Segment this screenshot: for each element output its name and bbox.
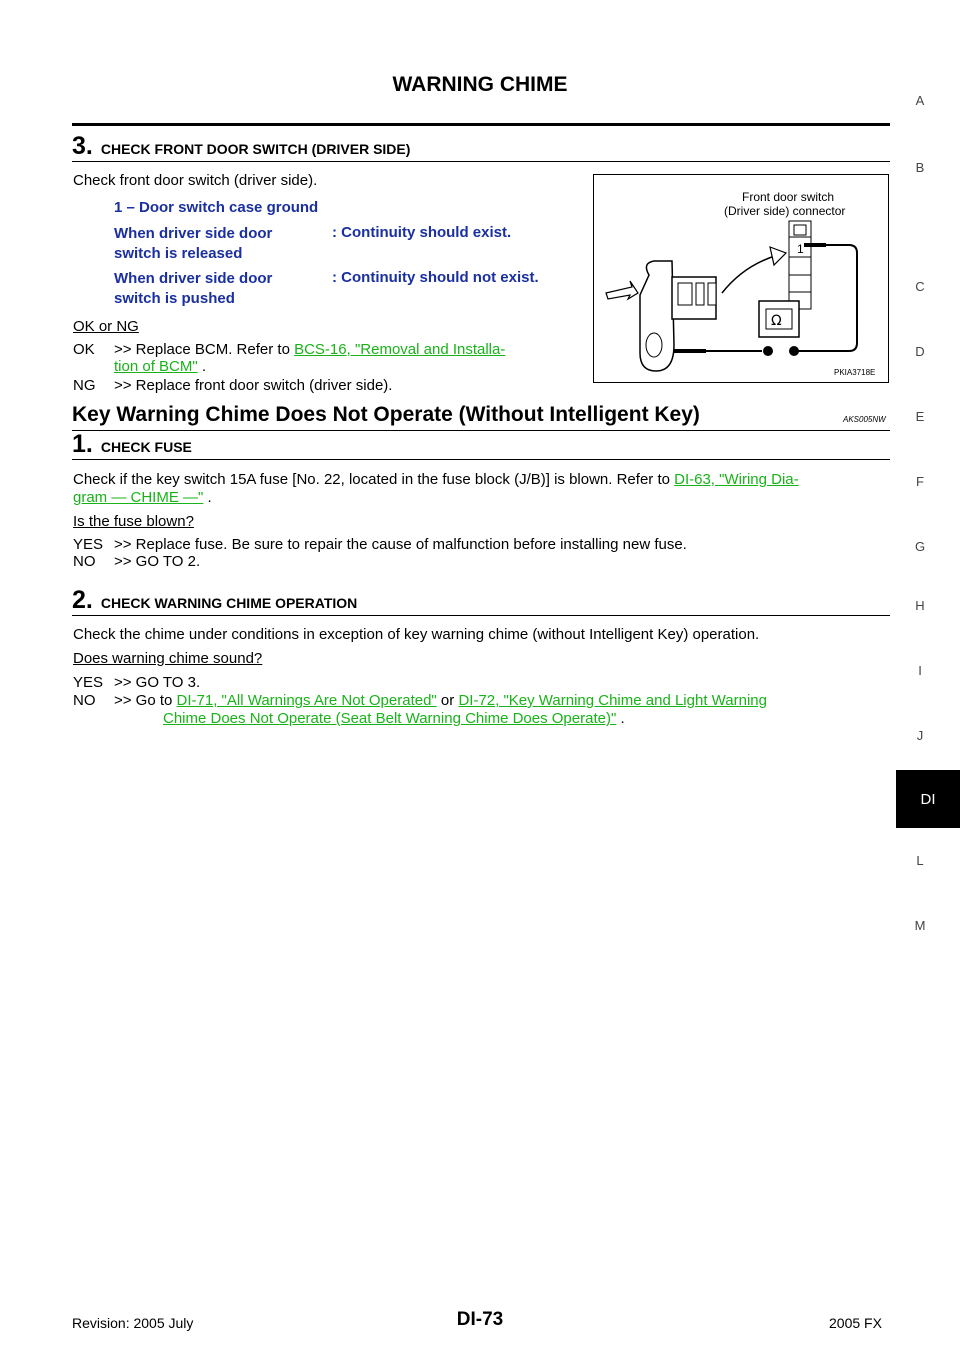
door-switch-diagram <box>594 175 888 382</box>
step1-heading <box>72 430 192 459</box>
spec-row2-condition-l1: When driver side door <box>114 270 273 287</box>
step2-link1[interactable]: DI-71, "All Warnings Are Not Operated" <box>176 692 437 709</box>
side-tab-e[interactable]: E <box>915 409 925 424</box>
step3-heading <box>72 132 410 161</box>
spec-row2-condition <box>114 269 272 309</box>
step2-number: 2. <box>72 586 93 614</box>
side-tab-c[interactable]: C <box>915 279 925 294</box>
side-tab-d[interactable]: D <box>915 344 925 359</box>
spec-row1-condition-l2: switch is released <box>114 245 243 262</box>
step1-text: Check if the key switch 15A fuse [No. 22, located in the fuse block (J/B)] is blown. Refer to <box>73 471 670 488</box>
door-switch-figure <box>593 174 889 383</box>
spec-row2-result: : Continuity should not exist. <box>332 269 539 286</box>
step2-no-prefix: >> Go to <box>114 692 173 709</box>
side-tab-b[interactable]: B <box>915 160 925 175</box>
step1-no-key: NO <box>73 553 96 570</box>
page-title: WARNING CHIME <box>392 73 568 96</box>
step2-yes-key: YES <box>73 674 104 691</box>
ok-link-line1[interactable]: BCS-16, "Removal and Installa- <box>294 341 506 358</box>
ok-key: OK <box>73 341 95 358</box>
step1-link-line2[interactable]: gram — CHIME —" <box>73 489 204 506</box>
step2-yes-text: >> GO TO 3. <box>114 674 201 691</box>
ok-prefix: >> Replace BCM. Refer to <box>114 341 290 358</box>
step1-link-line1[interactable]: DI-63, "Wiring Dia- <box>674 471 799 488</box>
ok-link-line2[interactable]: tion of BCM" <box>114 358 198 375</box>
figure-label-line1: Front door switch <box>742 190 835 204</box>
spec-row1-condition-l1: When driver side door <box>114 225 273 242</box>
curved-arrow-icon <box>770 247 786 265</box>
step3-title: CHECK FRONT DOOR SWITCH (DRIVER SIDE) <box>100 141 411 157</box>
side-tab-f[interactable]: F <box>916 474 924 489</box>
ohm-symbol: Ω <box>771 313 782 329</box>
ng-key: NG <box>73 377 96 394</box>
step2-no-row <box>114 692 767 709</box>
side-tab-g[interactable]: G <box>914 539 926 554</box>
step1-yes-text: >> Replace fuse. Be sure to repair the cause of malfunction before installing new fuse. <box>114 536 687 553</box>
step1-rule <box>72 459 890 460</box>
step1-text-row-2 <box>73 489 212 506</box>
step3-rule <box>72 161 890 162</box>
side-tab-di-active[interactable]: DI <box>896 770 960 828</box>
step2-title: CHECK WARNING CHIME OPERATION <box>100 595 358 611</box>
section-rule <box>72 430 890 431</box>
step1-suffix: . <box>207 489 212 506</box>
spec-row1-condition <box>114 224 272 264</box>
footer-revision: Revision: 2005 July <box>72 1315 194 1331</box>
ok-or-ng-label: OK or NG <box>73 318 139 335</box>
figure-label-line2: (Driver side) connector <box>724 204 846 218</box>
footer-model: 2005 FX <box>829 1315 882 1331</box>
push-arrow-icon <box>606 281 638 299</box>
footer-page-number: DI-73 <box>456 1309 504 1330</box>
step2-question: Does warning chime sound? <box>73 650 263 667</box>
spec-row1-result: : Continuity should exist. <box>332 224 512 241</box>
step2-link2-line2[interactable]: Chime Does Not Operate (Seat Belt Warning Chime Does Operate)" <box>163 710 617 727</box>
ok-row <box>114 341 505 358</box>
ng-text: >> Replace front door switch (driver side). <box>114 377 393 394</box>
step2-no-key: NO <box>73 692 96 709</box>
section-title: Key Warning Chime Does Not Operate (Without Intelligent Key) <box>72 403 700 426</box>
side-tab-a[interactable]: A <box>915 93 925 108</box>
connector-pin-number: 1 <box>797 242 804 256</box>
side-tab-m[interactable]: M <box>914 918 926 933</box>
spec-line1: 1 – Door switch case ground <box>114 199 319 216</box>
step1-number: 1. <box>72 430 93 458</box>
connector-icon <box>789 221 811 309</box>
step2-text: Check the chime under conditions in exception of key warning chime (without Intelligent Key) operation. <box>73 626 760 643</box>
ok-suffix: . <box>201 358 207 375</box>
side-tab-j[interactable]: J <box>916 728 924 743</box>
door-switch-icon <box>640 261 716 371</box>
step2-rule <box>72 615 890 616</box>
step1-no-text: >> GO TO 2. <box>114 553 201 570</box>
side-tab-i[interactable]: I <box>918 663 922 678</box>
step1-text-row <box>73 471 799 488</box>
header-rule <box>72 123 890 126</box>
step2-no-row-2 <box>163 710 625 727</box>
side-tab-l[interactable]: L <box>916 853 924 868</box>
figure-id: PKIA3718E <box>834 368 876 377</box>
side-tab-h[interactable]: H <box>915 598 925 613</box>
step2-heading <box>72 586 357 615</box>
ok-row-2 <box>114 358 206 375</box>
section-code: AKS005NW <box>843 415 886 424</box>
ohmmeter-icon <box>759 301 799 356</box>
step2-no-suffix: . <box>620 710 625 727</box>
spec-row2-condition-l2: switch is pushed <box>114 290 235 307</box>
step1-title: CHECK FUSE <box>100 439 192 455</box>
step3-instruction: Check front door switch (driver side). <box>73 172 318 189</box>
step3-number: 3. <box>72 132 93 160</box>
step2-link2-line1[interactable]: DI-72, "Key Warning Chime and Light Warning <box>458 692 767 709</box>
step1-question: Is the fuse blown? <box>73 513 194 530</box>
step1-yes-key: YES <box>73 536 104 553</box>
step2-no-or: or <box>440 692 455 709</box>
